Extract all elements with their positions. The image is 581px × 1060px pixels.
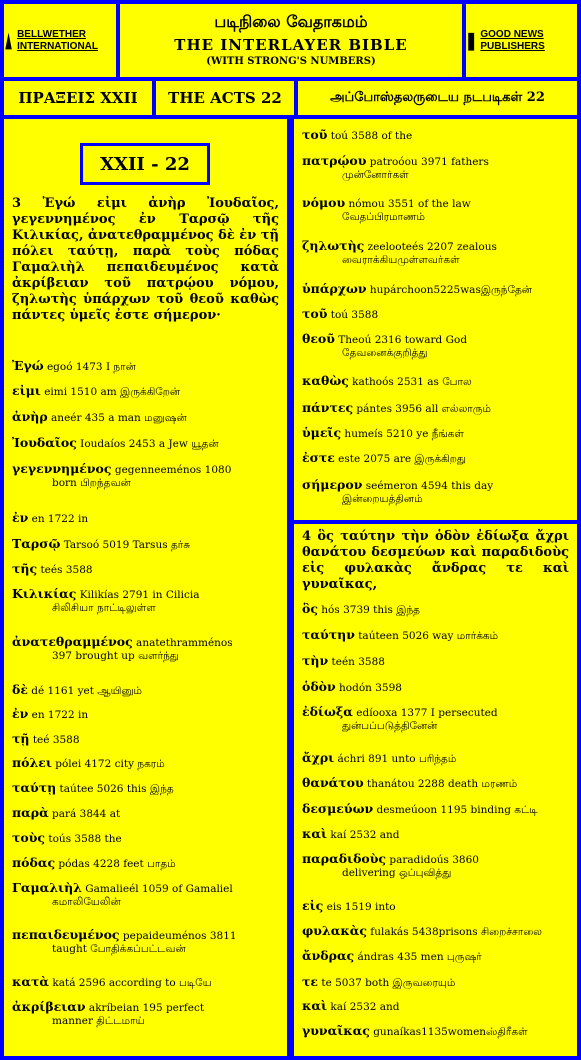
word-entry [12, 779, 282, 798]
gloss-text: aneér 435 a man மனுஷன் [47, 412, 187, 424]
gloss-continuation: துன்பப்படுத்தினேன் [342, 720, 438, 732]
greek-word: ταύτην [302, 627, 355, 642]
gloss-text: edíooxa 1377 I persecuted [352, 707, 498, 719]
title-box [120, 4, 462, 77]
greek-word: ἀκρίβειαν [12, 999, 86, 1014]
lamp-logo-icon [466, 26, 476, 56]
gloss-continuation: வைராக்கியமுள்ளவர்கள் [342, 254, 460, 266]
greek-word: ἀνὴρ [12, 409, 48, 424]
greek-word: εἰμι [12, 383, 41, 398]
gloss-text: anatethramménos [132, 637, 233, 649]
word-entry [302, 897, 572, 916]
gloss-text: katá 2596 according to படியே [49, 977, 212, 989]
verse-3-text: 3 Ἐγώ εἰμι ἀνὴρ Ἰουδαῖος, γεγεννημένος ἐν Ταρσῷ τῆς Κιλικίας, ἀνατεθραμμένος δὲ ἐν τῇ πόλει ταύτῃ, παρὰ τοὺς πόδας Γαμαλιὴλ πεπαιδευμένος κατὰ ἀκρίβειαν τοῦ πατρῴου νόμου, ζηλωτὴς ὑπάρχων τοῦ θεοῦ καθὼς πάντες ὑμεῖς ἐστε σήμερον· [12, 196, 279, 323]
word-entry [302, 600, 572, 619]
gloss-text: gegenneeménos 1080 [111, 464, 232, 476]
gloss-text: pántes 3956 all எல்லாரும் [353, 403, 491, 415]
word-entry [302, 399, 572, 418]
word-entry [302, 372, 572, 391]
word-entry [12, 681, 282, 700]
gloss-text: pólei 4172 city நகரம் [51, 758, 165, 770]
word-entry [302, 280, 572, 299]
greek-word: πάντες [302, 400, 354, 415]
gloss-text: toú 3588 [327, 309, 379, 321]
greek-word: ὁδὸν [302, 679, 336, 694]
book-tamil-label: அப்போஸ்தலருடைய நடபடிகள் 22 [330, 90, 545, 105]
greek-word: τῇ [12, 731, 30, 746]
word-entry [302, 126, 572, 145]
greek-word: καθὼς [302, 373, 349, 388]
left-logo-text: BELLWETHER INTERNATIONAL [17, 28, 98, 52]
title-tamil: படிநிலை வேதாகமம் [214, 12, 368, 31]
gloss-text: egoó 1473 I நான் [43, 361, 136, 373]
greek-word: τὴν [302, 653, 329, 668]
gloss-continuation: வேதப்பிரமாணம் [342, 211, 425, 223]
greek-word: ἐν [12, 510, 29, 525]
gloss-text: Ioudaíos 2453 a Jew யூதன் [76, 438, 219, 450]
greek-word: ἐδίωξα [302, 704, 353, 719]
greek-word: ἐν [12, 706, 29, 721]
gloss-text: kathoós 2531 as போல [348, 376, 472, 388]
gloss-text: humeís 5210 ye நீங்கள் [341, 428, 464, 440]
greek-word: ἐστε [302, 450, 335, 465]
greek-word: Ταρσῷ [12, 536, 61, 551]
gloss-text: eimi 1510 am இருக்கிறேன் [40, 386, 181, 398]
gloss-continuation: இன்றையத்தினம் [342, 493, 423, 505]
word-entry [302, 825, 572, 844]
word-entry [12, 754, 282, 773]
word-entry [12, 434, 282, 453]
gloss-text: desmeúoon 1195 binding கட்டி [373, 804, 538, 816]
greek-word: ζηλωτὴς [302, 238, 365, 253]
greek-word: πεπαιδευμένος [12, 927, 120, 942]
gloss-text: este 2075 are இருக்கிறது [334, 453, 466, 465]
gloss-text: hós 3739 this இந்த [317, 604, 421, 616]
word-entry [12, 973, 282, 992]
greek-word: γυναῖκας [302, 1023, 370, 1038]
book-english [156, 81, 294, 115]
word-entry [12, 357, 282, 376]
gloss-text: gunaíkas1135womenஸ்திரீகள் [369, 1026, 528, 1038]
greek-word: Γαμαλιὴλ [12, 880, 82, 895]
greek-word: ἄνδρας [302, 948, 355, 963]
gloss-text: thanátou 2288 death மரணம் [363, 778, 518, 790]
word-entry [302, 997, 572, 1016]
book-tamil [298, 81, 577, 115]
word-entry [12, 560, 282, 579]
gloss-text: te 5037 both இருவரையும் [318, 977, 456, 989]
gloss-text: paradidoús 3860 [386, 854, 479, 866]
word-entry [302, 749, 572, 768]
gloss-continuation: கமாலியேலின் [52, 896, 121, 908]
word-entry [12, 829, 282, 848]
gloss-text: kaí 2532 and [327, 829, 400, 841]
gloss-continuation: தேவனைக்குறித்து [342, 347, 428, 359]
gloss-continuation: முன்னோர்கள் [342, 169, 409, 181]
gloss-continuation: delivering ஒப்புவித்து [342, 867, 452, 879]
greek-word: Ἐγώ [12, 358, 44, 373]
gloss-text: teén 3588 [328, 656, 385, 668]
gloss-text: teé 3588 [29, 734, 80, 746]
page-subtitle: (WITH STRONG'S NUMBERS) [206, 56, 376, 67]
greek-word: θανάτου [302, 775, 364, 790]
word-entry [302, 449, 572, 468]
greek-word: νόμου [302, 195, 346, 210]
word-entry [302, 774, 572, 793]
gloss-text: seémeron 4594 this day [362, 480, 494, 492]
greek-word: ὃς [302, 601, 318, 616]
right-logo-text: GOOD NEWS PUBLISHERS [480, 28, 545, 52]
gloss-text: eis 1519 into [323, 901, 396, 913]
greek-word: κατὰ [12, 974, 50, 989]
word-entry [302, 800, 572, 819]
gloss-text: pepaideuménos 3811 [119, 930, 237, 942]
greek-word: φυλακὰς [302, 923, 367, 938]
word-entry [12, 408, 282, 427]
word-entry [302, 424, 572, 443]
gloss-text: en 1722 in [28, 709, 89, 721]
gloss-text: kaí 2532 and [327, 1001, 400, 1013]
word-entry [302, 922, 572, 941]
greek-word: ὑμεῖς [302, 425, 342, 440]
gloss-text: ándras 435 men புருஷர் [354, 951, 482, 963]
greek-word: ἀνατεθραμμένος [12, 634, 133, 649]
word-entry [12, 382, 282, 401]
book-greek [4, 81, 152, 115]
word-entry [302, 947, 572, 966]
gloss-text: fulakás 5438prisons சிறைச்சாலை [366, 926, 543, 938]
gloss-text: nómou 3551 of the law [345, 198, 471, 210]
verse-4-text: 4 ὃς ταύτην τὴν ὁδὸν ἐδίωξα ἄχρι θανάτου δεσμεύων καὶ παραδιδοὺς εἰς φυλακὰς ἄνδρας τε καὶ γυναῖκας, [302, 529, 569, 592]
gloss-text: dé 1161 yet ஆயினும் [27, 685, 142, 697]
word-entry [12, 509, 282, 528]
word-entry [302, 652, 572, 671]
gloss-continuation: taught போதிக்கப்பட்டவன் [52, 943, 186, 955]
greek-word: Κιλικίας [12, 586, 77, 601]
greek-word: εἰς [302, 898, 324, 913]
greek-word: δὲ [12, 682, 28, 697]
greek-word: παραδιδοὺς [302, 851, 387, 866]
greek-word: καὶ [302, 826, 328, 841]
word-entry [12, 804, 282, 823]
word-entry [12, 854, 282, 873]
greek-word: τε [302, 974, 319, 989]
gloss-text: pará 3844 at [48, 808, 121, 820]
word-entry [302, 678, 572, 697]
word-entry [12, 705, 282, 724]
left-logo [4, 4, 116, 77]
gloss-continuation: சிலிசியா நாட்டிலுள்ள [52, 602, 156, 614]
gloss-text: toú 3588 of the [327, 130, 413, 142]
greek-word: παρὰ [12, 805, 49, 820]
greek-word: τοῦ [302, 306, 328, 321]
gloss-text: en 1722 in [28, 513, 89, 525]
gloss-text: teés 3588 [37, 564, 93, 576]
greek-word: ταύτῃ [12, 780, 57, 795]
greek-word: τοῦ [302, 127, 328, 142]
book-english-label: THE ACTS 22 [168, 89, 282, 107]
right-logo [466, 4, 577, 77]
word-entry [12, 730, 282, 749]
word-entry [302, 305, 572, 324]
greek-word: τοὺς [12, 830, 46, 845]
ram-logo-icon [4, 26, 13, 56]
gloss-text: taúteen 5026 way மார்க்கம் [354, 630, 499, 642]
greek-word: Ἰουδαῖος [12, 435, 77, 450]
gloss-text: Kilikías 2791 in Cilicia [76, 589, 200, 601]
greek-word: πατρῴου [302, 153, 367, 168]
gloss-text: akríbeian 195 perfect [85, 1002, 205, 1014]
word-entry [302, 1022, 572, 1041]
gloss-text: Gamalieél 1059 of Gamaliel [81, 883, 233, 895]
gloss-text: toús 3588 the [45, 833, 122, 845]
gloss-text: taútee 5026 this இந்த [56, 783, 174, 795]
word-entry [302, 626, 572, 645]
greek-word: ὑπάρχων [302, 281, 367, 296]
chapter-label: XXII - 22 [80, 143, 210, 185]
gloss-text: pódas 4228 feet பாதம் [55, 858, 176, 870]
gloss-text: Theoú 2316 toward God [334, 334, 468, 346]
word-entry [12, 535, 282, 554]
word-entry [302, 973, 572, 992]
gloss-text: hupárchoon5225wasஇருந்தேன் [366, 284, 532, 296]
greek-word: ἄχρι [302, 750, 335, 765]
greek-word: πόλει [12, 755, 52, 770]
greek-word: τῆς [12, 561, 38, 576]
gloss-text: zeelooteés 2207 zealous [364, 241, 497, 253]
greek-word: δεσμεύων [302, 801, 374, 816]
gloss-continuation: 397 brought up வளர்ந்து [52, 650, 179, 662]
greek-word: γεγεννημένος [12, 461, 112, 476]
gloss-text: áchri 891 unto பரிந்தம் [334, 753, 457, 765]
greek-word: σήμερον [302, 477, 363, 492]
gloss-text: patroóou 3971 fathers [366, 156, 489, 168]
greek-word: πόδας [12, 855, 56, 870]
gloss-text: Tarsoó 5019 Tarsus தர்சு [60, 539, 191, 551]
gloss-text: hodón 3598 [335, 682, 402, 694]
page-title: THE INTERLAYER BIBLE [174, 36, 408, 54]
book-greek-label: ΠΡΑΞΕΙΣ XXII [18, 89, 138, 107]
gloss-continuation: born பிறந்தவன் [52, 477, 131, 489]
greek-word: καὶ [302, 998, 328, 1013]
gloss-continuation: manner திட்டமாய் [52, 1015, 145, 1027]
greek-word: θεοῦ [302, 331, 335, 346]
